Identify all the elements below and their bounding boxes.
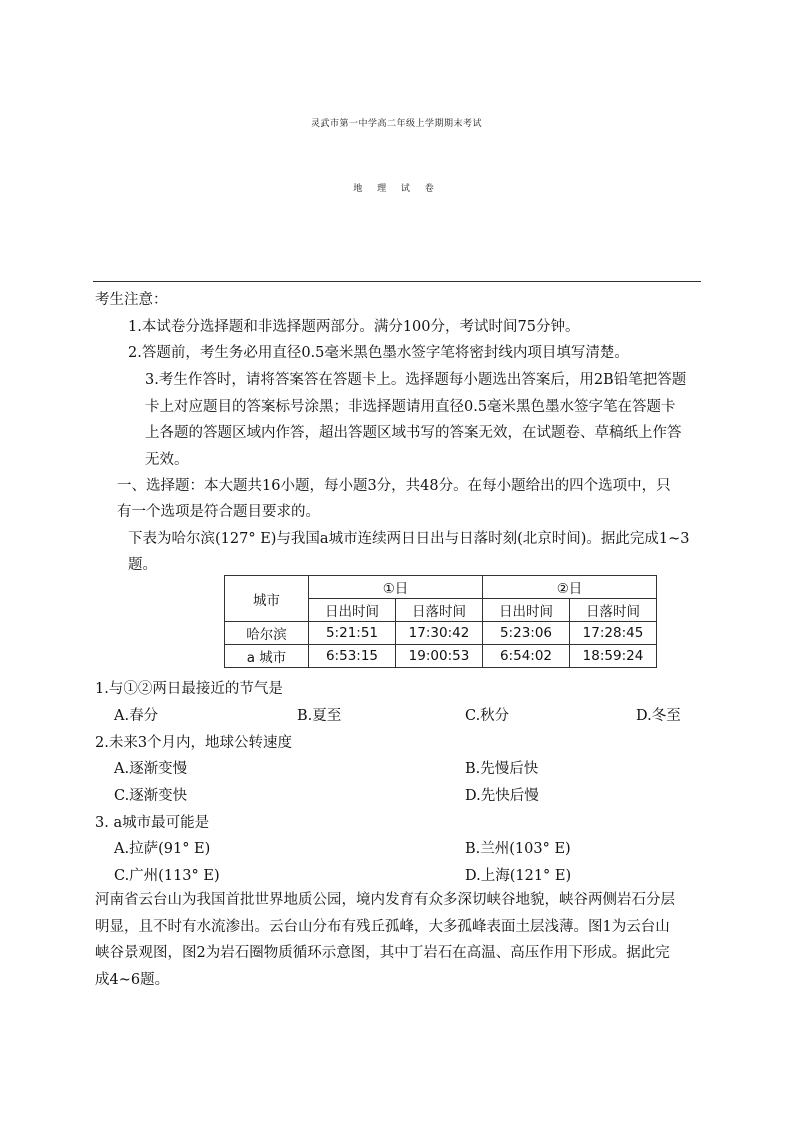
notice-item-2: 2.答题前，考生务必用直径0.5毫米黑色墨水签字笔将密封线内项目填写清楚。: [128, 345, 629, 361]
table-cell: 5:23:06: [483, 622, 570, 645]
question-1-option-a: A.春分: [114, 708, 159, 724]
notice-item-3-line-3: 上各题的答题区域内作答，超出答题区域书写的答案无效，在试题卷、草稿纸上作答: [145, 425, 682, 441]
table-intro-line-2: 题。: [128, 557, 157, 573]
question-2-option-c: C.逐渐变快: [114, 788, 188, 804]
table-header-sunrise: 日出时间: [309, 599, 396, 622]
question-3-stem: 3. a城市最可能是: [95, 815, 210, 831]
passage-line-2: 明显，且不时有水流渗出。云台山分布有残丘孤峰，大多孤峰表面土层浅薄。图1为云台山: [95, 919, 670, 935]
question-3-option-b: B.兰州(103° E): [465, 841, 571, 857]
divider-line: [93, 281, 701, 282]
question-2-stem: 2.未来3个月内，地球公转速度: [95, 735, 293, 751]
table-cell-city: a 城市: [225, 645, 309, 668]
passage-line-4: 成4~6题。: [95, 972, 170, 988]
section-heading-line-2: 有一个选项是符合题目要求的。: [117, 504, 320, 520]
sunrise-sunset-table: [224, 575, 657, 668]
question-3-option-a: A.拉萨(91° E): [114, 841, 211, 857]
notice-item-3-line-4: 无效。: [145, 452, 189, 468]
table-header-sunrise: 日出时间: [483, 599, 570, 622]
question-1-option-b: B.夏至: [297, 708, 342, 724]
question-1-option-d: D.冬至: [636, 708, 681, 724]
notice-item-1: 1.本试卷分选择题和非选择题两部分。满分100分，考试时间75分钟。: [128, 319, 580, 335]
notice-item-3-line-1: 3.考生作答时，请将答案答在答题卡上。选择题每小题选出答案后，用2B铅笔把答题: [145, 372, 687, 388]
table-cell: 6:54:02: [483, 645, 570, 668]
table-cell: 18:59:24: [570, 645, 657, 668]
question-2-option-b: B.先慢后快: [465, 761, 539, 777]
question-1-stem: 1.与①②两日最接近的节气是: [95, 681, 283, 697]
table-header-sunset: 日落时间: [570, 599, 657, 622]
table-intro-line-1: 下表为哈尔滨(127° E)与我国a城市连续两日日出与日落时刻(北京时间)。据此完成1~3: [128, 531, 690, 547]
table-header-city: 城市: [225, 576, 309, 622]
table-header-day1: ①日: [309, 576, 483, 599]
table-header-day2: ②日: [483, 576, 657, 599]
question-1-option-c: C.秋分: [465, 708, 510, 724]
passage-line-3: 峡谷景观图，图2为岩石圈物质循环示意图，其中丁岩石在高温、高压作用下形成。据此完: [95, 945, 670, 961]
table-cell: 5:21:51: [309, 622, 396, 645]
question-3-option-d: D.上海(121° E): [465, 868, 572, 884]
table-row: [225, 622, 657, 645]
notice-item-3-line-2: 卡上对应题目的答案标号涂黑；非选择题请用直径0.5毫米黑色墨水签字笔在答题卡: [145, 399, 676, 415]
section-heading-line-1: 一、选择题：本大题共16小题，每小题3分，共48分。在每小题给出的四个选项中，只: [117, 478, 671, 494]
table-cell: 17:30:42: [396, 622, 483, 645]
exam-title: 灵武市第一中学高二年级上学期期末考试: [310, 119, 482, 129]
question-2-option-d: D.先快后慢: [465, 788, 539, 804]
passage-line-1: 河南省云台山为我国首批世界地质公园，境内发育有众多深切峡谷地貌，峡谷两侧岩石分层: [95, 892, 675, 908]
table-cell-city: 哈尔滨: [225, 622, 309, 645]
notice-heading: 考生注意：: [95, 292, 168, 308]
question-3-option-c: C.广州(113° E): [114, 868, 220, 884]
table-cell: 17:28:45: [570, 622, 657, 645]
table-cell: 19:00:53: [396, 645, 483, 668]
table-header-sunset: 日落时间: [396, 599, 483, 622]
question-2-option-a: A.逐渐变慢: [114, 761, 188, 777]
table-row: [225, 645, 657, 668]
exam-subtitle: 地 理 试 卷: [353, 184, 440, 194]
table-cell: 6:53:15: [309, 645, 396, 668]
